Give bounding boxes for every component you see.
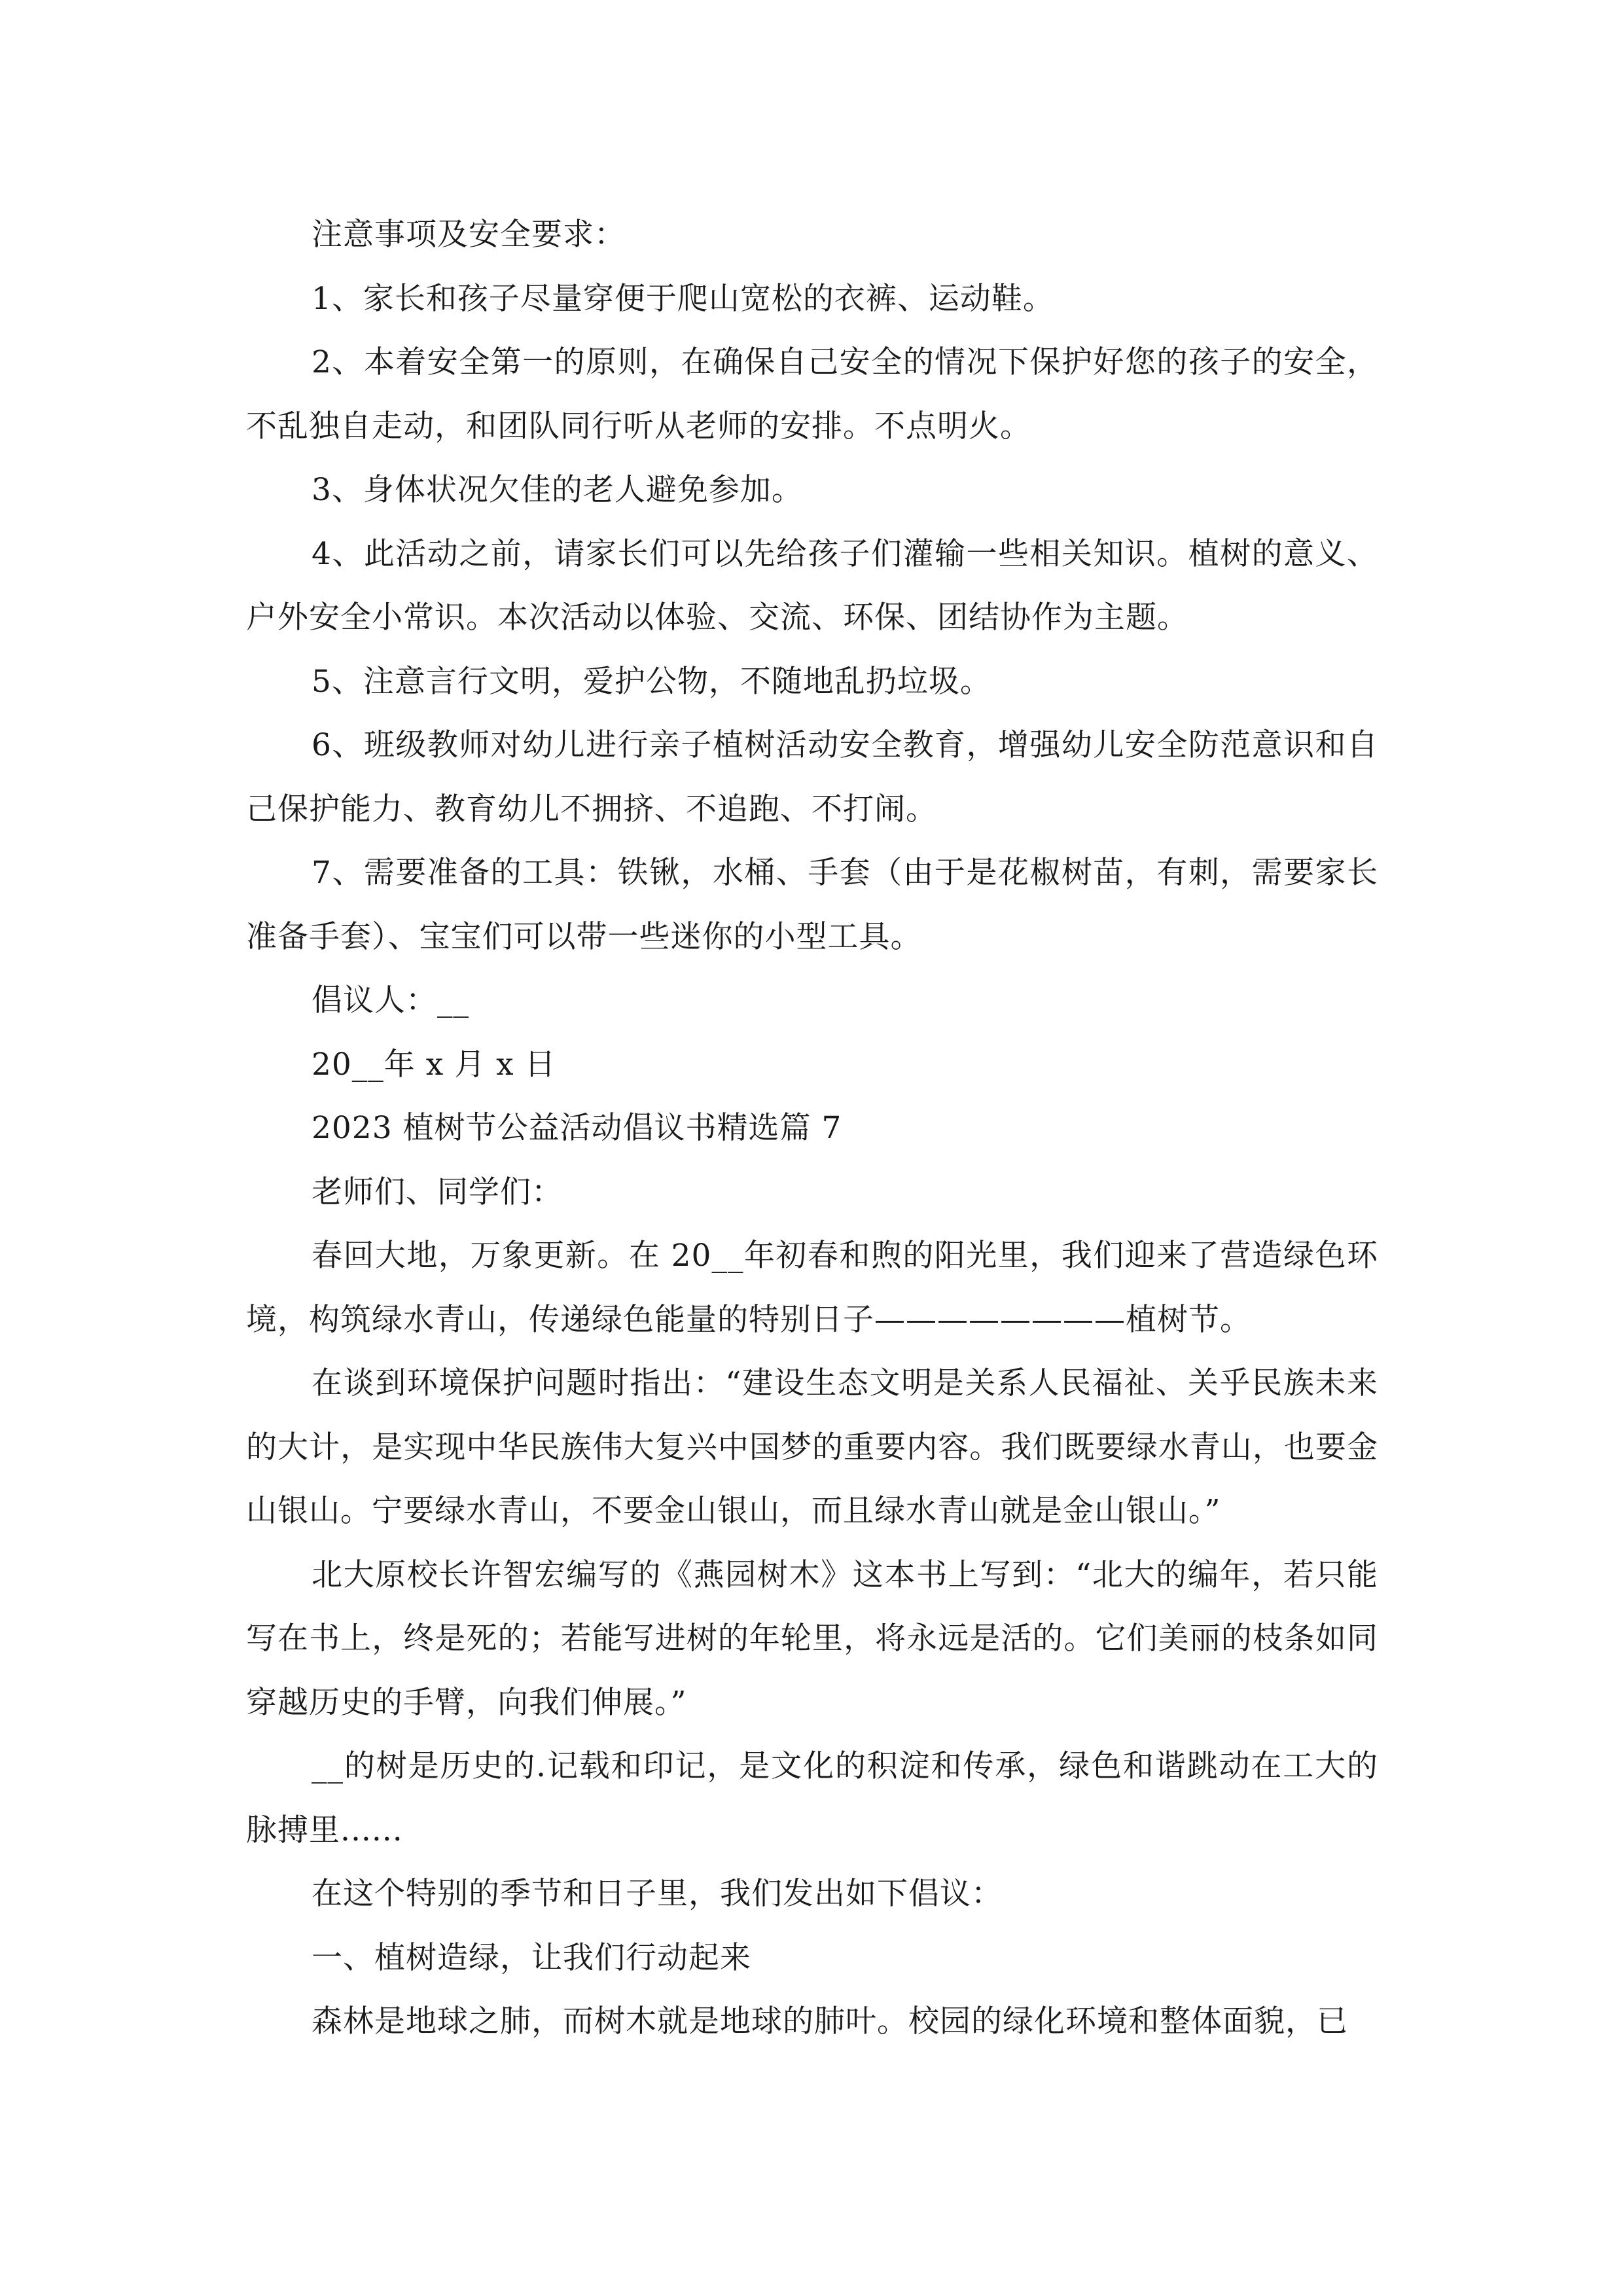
salutation: 老师们、同学们： — [312, 1174, 563, 1210]
section-heading-safety: 注意事项及安全要求： — [312, 217, 626, 253]
safety-item-4: 4、此活动之前，请家长们可以先给孩子们灌输一些相关知识。植树的意义、户外安全小常识。本次活动以体验、交流、环保、团结协作为主题。 — [246, 535, 1378, 636]
safety-item-7: 7、需要准备的工具：铁锹，水桶、手套（由于是花椒树苗，有刺，需要家长准备手套）、宝宝们可以带一些迷你的小型工具。 — [246, 855, 1378, 955]
document-body — [246, 203, 1378, 2054]
safety-item-1: 1、家长和孩子尽量穿便于爬山宽松的衣裤、运动鞋。 — [312, 280, 1054, 317]
safety-item-5: 5、注意言行文明，爱护公物，不随地乱扔垃圾。 — [312, 663, 991, 700]
paragraph-environment: 在谈到环境保护问题时指出：“建设生态文明是关系人民福祉、关乎民族未来的大计，是实现中华民族伟大复兴中国梦的重要内容。我们既要绿水青山，也要金山银山。宁要绿水青山，不要金山银山，而且绿水青山就是金山银山。” — [246, 1365, 1378, 1529]
safety-item-6: 6、班级教师对幼儿进行亲子植树活动安全教育，增强幼儿安全防范意识和自己保护能力、教育幼儿不拥挤、不追跑、不打闹。 — [246, 727, 1378, 827]
safety-item-3: 3、身体状况欠佳的老人避免参加。 — [312, 472, 803, 508]
paragraph-quote: 北大原校长许智宏编写的《燕园树木》这本书上写到：“北大的编年，若只能写在书上，终是死的；若能写进树的年轮里，将永远是活的。它们美丽的枝条如同穿越历史的手臂，向我们伸展。” — [246, 1556, 1378, 1721]
safety-item-2: 2、本着安全第一的原则，在确保自己安全的情况下保护好您的孩子的安全，不乱独自走动，和团队同行听从老师的安排。不点明火。 — [246, 344, 1378, 444]
paragraph-forest: 森林是地球之肺，而树木就是地球的肺叶。校园的绿化环境和整体面貌，已 — [312, 2003, 1348, 2039]
article-title: 2023 植树节公益活动倡议书精选篇 7 — [312, 1110, 842, 1146]
paragraph-spring: 春回大地，万象更新。在 20__年初春和煦的阳光里，我们迎来了营造绿色环境，构筑绿水青山，传递绿色能量的特别日子————————植树节。 — [246, 1238, 1378, 1338]
paragraph-proposal-intro: 在这个特别的季节和日子里，我们发出如下倡议： — [312, 1876, 1003, 1912]
proposer-line: 倡议人：__ — [312, 982, 469, 1018]
date-line: 20__年 x 月 x 日 — [312, 1046, 556, 1083]
paragraph-trees-history: __的树是历史的.记载和印记，是文化的积淀和传承，绿色和谐跳动在工大的脉搏里...... — [246, 1748, 1378, 1848]
proposal-heading-1: 一、植树造绿，让我们行动起来 — [312, 1939, 751, 1976]
